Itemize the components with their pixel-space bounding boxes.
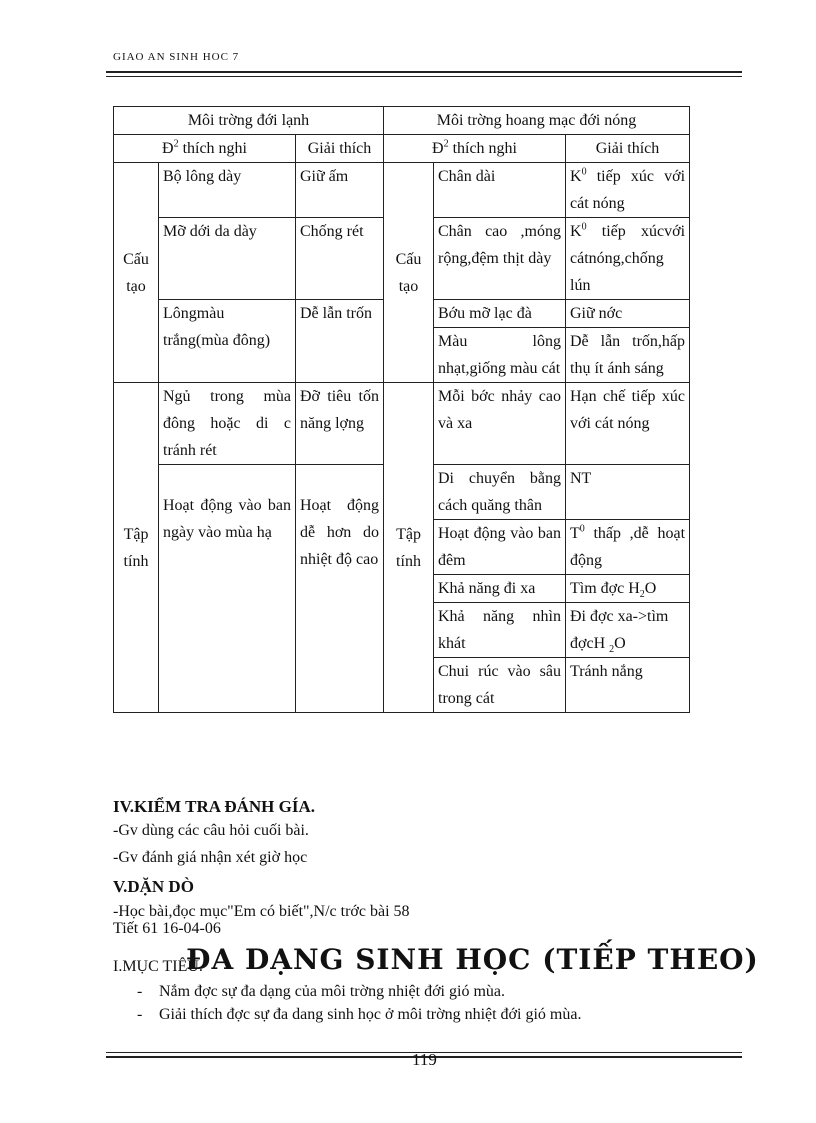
section-5-line: -Học bài,đọc mục"Em có biết",N/c trớc bài 58 [113,903,410,920]
hot-behavior-reason: NT [566,465,690,520]
hot-structure-reason: Giữ nớc [566,300,690,328]
cold-explain-header: Giải thích [296,135,384,163]
hot-structure-feature: Bớu mỡ lạc đà [434,300,566,328]
lesson-period: Tiết 61 16-04-06 [113,920,221,937]
cold-structure-label: Cấu tạo [114,163,159,383]
cold-structure-reason: Giữ ấm [296,163,384,218]
page-number: 119 [412,1050,437,1069]
running-header: GIAO AN SINH HOC 7 [113,51,240,63]
section-4-title: IV.KIỂM TRA ĐÁNH GÍA. [113,797,315,816]
hot-structure-reason: Dễ lẫn trốn,hấp thụ ít ánh sáng [566,328,690,383]
cold-behavior-feature: Ngủ trong mùa đông hoặc di c tránh rét [159,383,296,465]
list-item: - Nắm đợc sự đa dạng của môi trờng nhiệt đới gió mùa. [137,983,505,1000]
hot-structure-feature: Màu lông nhạt,giống màu cát [434,328,566,383]
hot-structure-reason: $K^0$ tiếp xúc với cát nóng [566,163,690,218]
list-item: - Giải thích đợc sự đa dang sinh học ở môi trờng nhiệt đới gió mùa. [137,1006,582,1023]
hot-behavior-feature: Mỗi bớc nhảy cao và xa [434,383,566,465]
hot-behavior-reason: Tìm đợc $H_2O$ [566,575,690,603]
hot-behavior-feature: Khả năng nhìn khát [434,603,566,658]
section-4-line: -Gv dùng các câu hỏi cuối bài. [113,822,309,839]
hot-structure-feature: Chân dài [434,163,566,218]
table-env-header-row [114,107,690,135]
header-rule-thin [106,76,742,77]
hot-behavior-feature: Di chuyển bằng cách quăng thân [434,465,566,520]
hot-behavior-reason: Tránh nắng [566,658,690,713]
cold-env-header: Môi trờng đới lạnh [114,107,384,135]
hot-behavior-reason: Hạn chế tiếp xúc với cát nóng [566,383,690,465]
hot-structure-feature: Chân cao ,móng rộng,đệm thịt dày [434,218,566,300]
cold-structure-feature: Bộ lông dày [159,163,296,218]
lesson-title: ĐA DẠNG SINH HỌC (TIẾP THEO) [186,943,759,976]
table-subheader-row [114,135,690,163]
hot-explain-header: Giải thích [566,135,690,163]
table-row [114,383,690,465]
cold-behavior-reason: Đỡ tiêu tốn năng lợng [296,383,384,465]
hot-adapt-header: $Đ^2$ thích nghi [384,135,566,163]
adaptation-table [113,106,690,713]
cold-structure-feature: Lôngmàu trắng(mùa đông) [159,300,296,383]
hot-behavior-reason: Đi đợc xa->tìm đợcH $_2$O [566,603,690,658]
hot-structure-reason: $K^0$ tiếp xúcvới cátnóng,chống lún [566,218,690,300]
hot-behavior-reason: $T^0$ thấp ,dễ hoạt động [566,520,690,575]
section-4-line: -Gv đánh giá nhận xét giờ học [113,849,308,866]
cold-structure-reason: Dễ lẫn trốn [296,300,384,383]
hot-behavior-feature: Khả năng đi xa [434,575,566,603]
hot-behavior-feature: Chui rúc vào sâu trong cát [434,658,566,713]
table-row [114,163,690,218]
cold-behavior-reason: Hoạt động dễ hơn do nhiệt độ cao [296,465,384,713]
cold-adapt-header: $Đ^2$ thích nghi [114,135,296,163]
objectives-heading: I.MỤC TIÊU. [113,958,203,975]
hot-structure-label: Cấu tạo [384,163,434,383]
hot-env-header: Môi trờng hoang mạc đới nóng [384,107,690,135]
hot-behavior-label: Tập tính [384,383,434,713]
cold-behavior-feature: Hoạt động vào ban ngày vào mùa hạ [159,465,296,713]
cold-structure-reason: Chống rét [296,218,384,300]
cold-behavior-label: Tập tính [114,383,159,713]
header-rule [106,71,742,73]
hot-behavior-feature: Hoạt động vào ban đêm [434,520,566,575]
section-5-title: V.DẶN DÒ [113,877,194,896]
cold-structure-feature: Mỡ dới da dày [159,218,296,300]
